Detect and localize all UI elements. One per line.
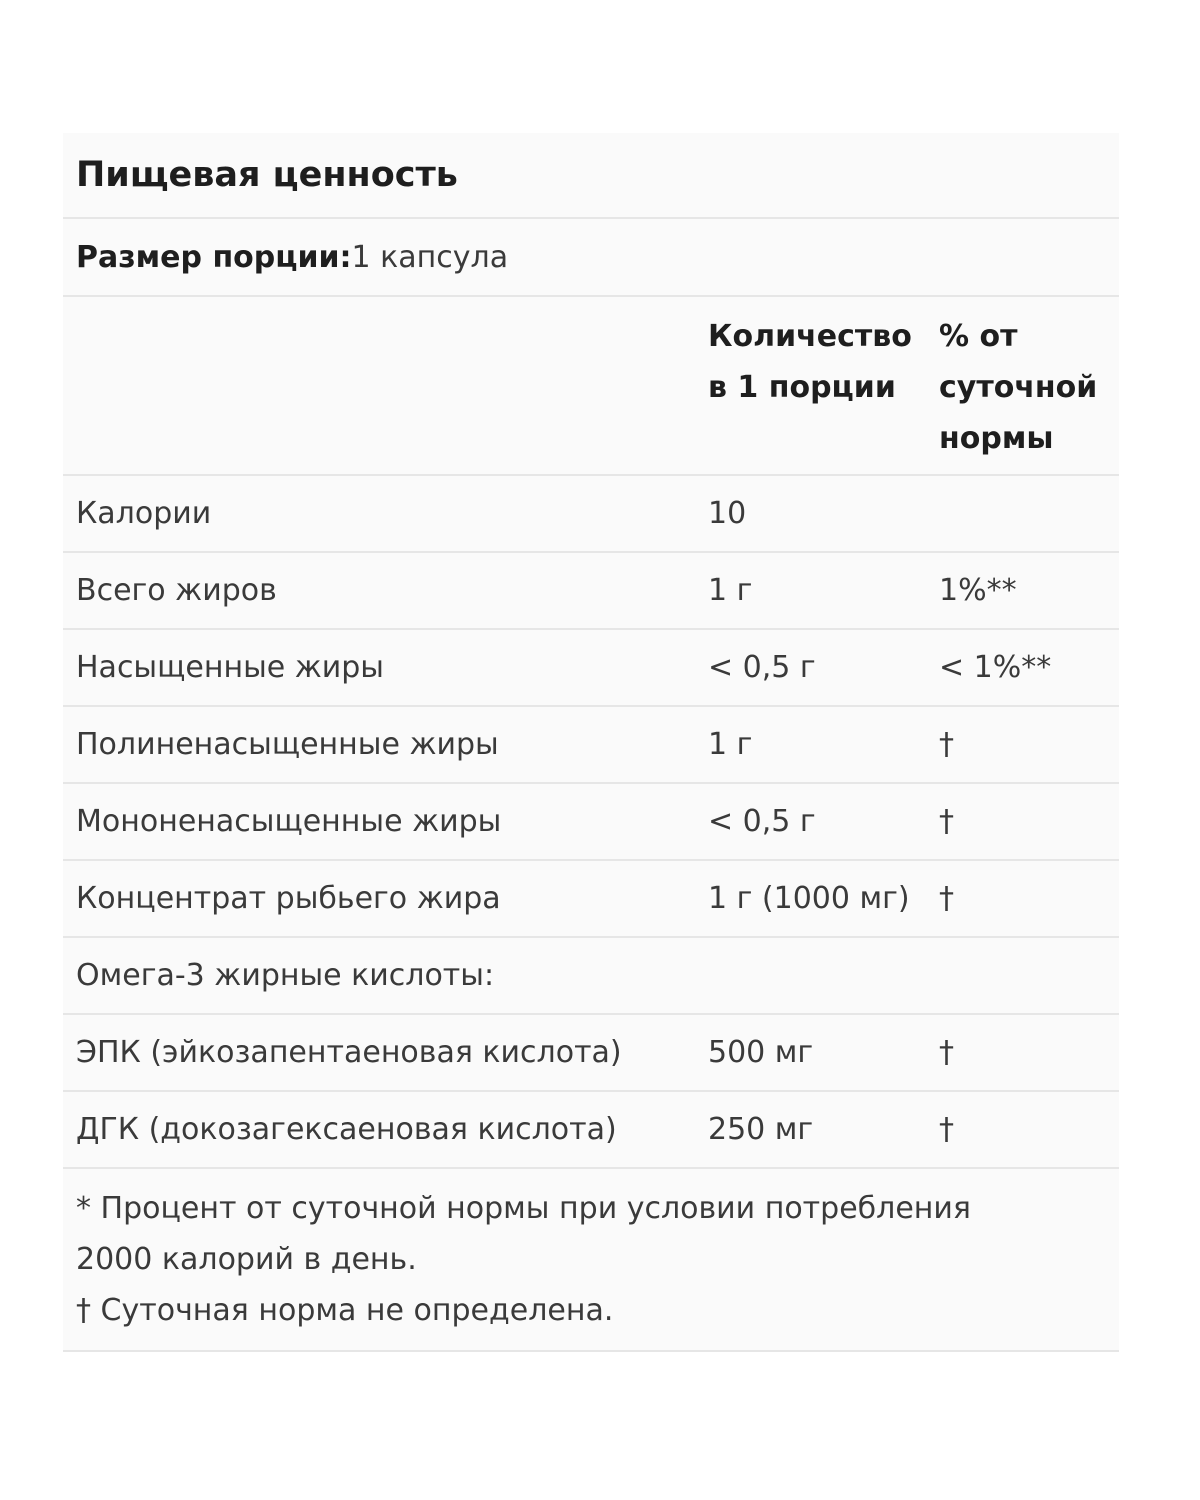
footnote-daily-value-basis: * Процент от суточной нормы при условии потребления bbox=[76, 1191, 971, 1226]
nutrient-amount: < 0,5 г bbox=[695, 629, 929, 706]
nutrient-amount: 250 мг bbox=[695, 1091, 929, 1168]
nutrient-name: ДГК (докозагексаеновая кислота) bbox=[63, 1091, 695, 1168]
table-row bbox=[63, 475, 1119, 552]
nutrient-daily-value bbox=[929, 475, 1119, 552]
nutrition-table bbox=[63, 297, 1119, 1169]
serving-size-row bbox=[63, 219, 1119, 297]
nutrient-daily-value: 1%** bbox=[929, 552, 1119, 629]
nutrient-name: Насыщенные жиры bbox=[63, 629, 695, 706]
header-amount-line1: Количество bbox=[708, 319, 912, 354]
footnotes bbox=[63, 1169, 1119, 1352]
table-row bbox=[63, 860, 1119, 937]
header-daily-value bbox=[929, 297, 1119, 475]
nutrient-daily-value: † bbox=[929, 860, 1119, 937]
title-row bbox=[63, 133, 1119, 219]
nutrient-amount: 10 bbox=[695, 475, 929, 552]
nutrient-amount: < 0,5 г bbox=[695, 783, 929, 860]
nutrient-name: ЭПК (эйкозапентаеновая кислота) bbox=[63, 1014, 695, 1091]
table-row bbox=[63, 783, 1119, 860]
header-dv-line2: суточной bbox=[939, 370, 1098, 405]
nutrient-daily-value: † bbox=[929, 783, 1119, 860]
nutrient-daily-value: † bbox=[929, 1014, 1119, 1091]
nutrient-name: Концентрат рыбьего жира bbox=[63, 860, 695, 937]
header-amount-line2: в 1 порции bbox=[708, 370, 896, 405]
table-row bbox=[63, 937, 1119, 1014]
header-amount bbox=[695, 297, 929, 475]
nutrient-amount: 500 мг bbox=[695, 1014, 929, 1091]
nutrient-name: Мононенасыщенные жиры bbox=[63, 783, 695, 860]
table-row bbox=[63, 629, 1119, 706]
nutrient-daily-value: < 1%** bbox=[929, 629, 1119, 706]
table-row bbox=[63, 1014, 1119, 1091]
nutrient-name: Омега-3 жирные кислоты: bbox=[63, 937, 695, 1014]
header-nutrient bbox=[63, 297, 695, 475]
table-row bbox=[63, 552, 1119, 629]
serving-size-label: Размер порции: bbox=[76, 239, 352, 275]
table-row bbox=[63, 706, 1119, 783]
nutrient-daily-value bbox=[929, 937, 1119, 1014]
nutrient-name: Калории bbox=[63, 475, 695, 552]
serving-size-value: 1 капсула bbox=[351, 239, 509, 275]
nutrient-amount: 1 г bbox=[695, 552, 929, 629]
nutrition-facts-panel bbox=[63, 133, 1119, 1352]
nutrient-amount: 1 г bbox=[695, 706, 929, 783]
nutrient-daily-value: † bbox=[929, 1091, 1119, 1168]
footnote-daily-value-basis-cont: 2000 калорий в день. bbox=[76, 1242, 417, 1277]
footnote-dv-not-established: † Суточная норма не определена. bbox=[76, 1293, 614, 1328]
table-header-row bbox=[63, 297, 1119, 475]
header-dv-line1: % от bbox=[939, 319, 1018, 354]
table-row bbox=[63, 1091, 1119, 1168]
nutrient-daily-value: † bbox=[929, 706, 1119, 783]
nutrient-amount bbox=[695, 937, 929, 1014]
page-title: Пищевая ценность bbox=[76, 155, 458, 195]
header-dv-line3: нормы bbox=[939, 421, 1054, 456]
nutrient-name: Всего жиров bbox=[63, 552, 695, 629]
nutrient-name: Полиненасыщенные жиры bbox=[63, 706, 695, 783]
nutrient-amount: 1 г (1000 мг) bbox=[695, 860, 929, 937]
